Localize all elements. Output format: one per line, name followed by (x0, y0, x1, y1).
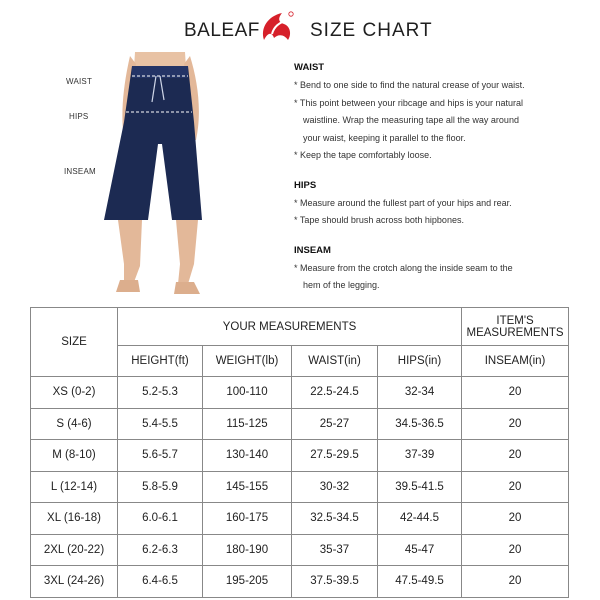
column-header: HIPS(in) (378, 346, 462, 377)
your-measurements-header: YOUR MEASUREMENTS (118, 308, 462, 346)
table-cell: 34.5-36.5 (378, 408, 462, 440)
waist-label: WAIST (66, 77, 93, 86)
size-chart-table (30, 307, 569, 598)
hips-line: * Tape should brush across both hipbones. (294, 215, 464, 225)
table-cell: 39.5-41.5 (378, 471, 462, 503)
table-row (31, 503, 569, 535)
table-cell: 30-32 (292, 471, 378, 503)
hips-line: * Measure around the fullest part of your hips and rear. (294, 197, 512, 208)
table-cell: 5.8-5.9 (118, 471, 203, 503)
table-cell: 6.4-6.5 (118, 566, 203, 598)
table-row (31, 377, 569, 409)
hips-heading: HIPS (294, 179, 317, 191)
table-cell: 5.4-5.5 (118, 408, 203, 440)
table-cell: 5.2-5.3 (118, 377, 203, 409)
header (0, 6, 600, 46)
table-cell: 6.2-6.3 (118, 534, 203, 566)
table-row (31, 440, 569, 472)
waist-line: your waist, keeping it parallel to the floor. (303, 132, 466, 143)
size-header: SIZE (31, 308, 118, 377)
waist-line: * Keep the tape comfortably loose. (294, 150, 432, 160)
inseam-heading: INSEAM (294, 244, 331, 256)
inseam-line: hem of the legging. (303, 280, 380, 290)
table-cell: 20 (462, 534, 569, 566)
table-cell: 180-190 (203, 534, 292, 566)
waist-heading: WAIST (294, 62, 325, 73)
table-cell: 27.5-29.5 (292, 440, 378, 472)
table-cell: 20 (462, 440, 569, 472)
table-cell: 20 (462, 377, 569, 409)
table-cell: 25-27 (292, 408, 378, 440)
table-cell: 32.5-34.5 (292, 503, 378, 535)
items-header-line: ITEM'S (496, 314, 534, 327)
hips-label: HIPS (69, 112, 89, 121)
table-cell: 5.6-5.7 (118, 440, 203, 472)
table-cell: 35-37 (292, 534, 378, 566)
waist-line: * Bend to one side to find the natural crease of your waist. (294, 80, 525, 90)
table-cell: L (12-14) (31, 471, 118, 503)
baleaf-logo-icon (258, 10, 296, 44)
brand-name: BALEAF (184, 20, 260, 41)
table-cell: 145-155 (203, 471, 292, 503)
waist-line: * This point between your ribcage and hips is your natural (294, 97, 523, 108)
table-cell: M (8-10) (31, 440, 118, 472)
table-header-row (31, 308, 569, 346)
column-header: INSEAM(in) (462, 346, 569, 377)
column-header: WEIGHT(lb) (203, 346, 292, 377)
items-header-line: MEASUREMENTS (466, 326, 564, 339)
table-cell: 22.5-24.5 (292, 377, 378, 409)
table-cell: S (4-6) (31, 408, 118, 440)
table-cell: 45-47 (378, 534, 462, 566)
items-measurements-header (462, 308, 569, 346)
table-cell: 47.5-49.5 (378, 566, 462, 598)
inseam-line: * Measure from the crotch along the inside seam to the (294, 262, 513, 273)
table-cell: 160-175 (203, 503, 292, 535)
table-cell: 42-44.5 (378, 503, 462, 535)
page-title: SIZE CHART (310, 20, 433, 41)
table-row (31, 471, 569, 503)
table-cell: 100-110 (203, 377, 292, 409)
model-illustration (90, 52, 220, 304)
table-cell: 3XL (24-26) (31, 566, 118, 598)
table-cell: 20 (462, 503, 569, 535)
table-row (31, 534, 569, 566)
table-cell: XL (16-18) (31, 503, 118, 535)
measurement-instructions (294, 62, 594, 295)
table-row (31, 408, 569, 440)
table-cell: 195-205 (203, 566, 292, 598)
table-cell: XS (0-2) (31, 377, 118, 409)
table-cell: 6.0-6.1 (118, 503, 203, 535)
table-cell: 115-125 (203, 408, 292, 440)
waist-line: waistline. Wrap the measuring tape all the way around (303, 115, 519, 125)
table-cell: 2XL (20-22) (31, 534, 118, 566)
column-header: HEIGHT(ft) (118, 346, 203, 377)
column-header: WAIST(in) (292, 346, 378, 377)
table-cell: 20 (462, 566, 569, 598)
table-cell: 20 (462, 471, 569, 503)
table-row (31, 566, 569, 598)
table-cell: 37-39 (378, 440, 462, 472)
table-cell: 20 (462, 408, 569, 440)
table-cell: 37.5-39.5 (292, 566, 378, 598)
table-cell: 130-140 (203, 440, 292, 472)
inseam-label: INSEAM (64, 167, 96, 176)
model-figure (90, 52, 220, 304)
table-cell: 32-34 (378, 377, 462, 409)
